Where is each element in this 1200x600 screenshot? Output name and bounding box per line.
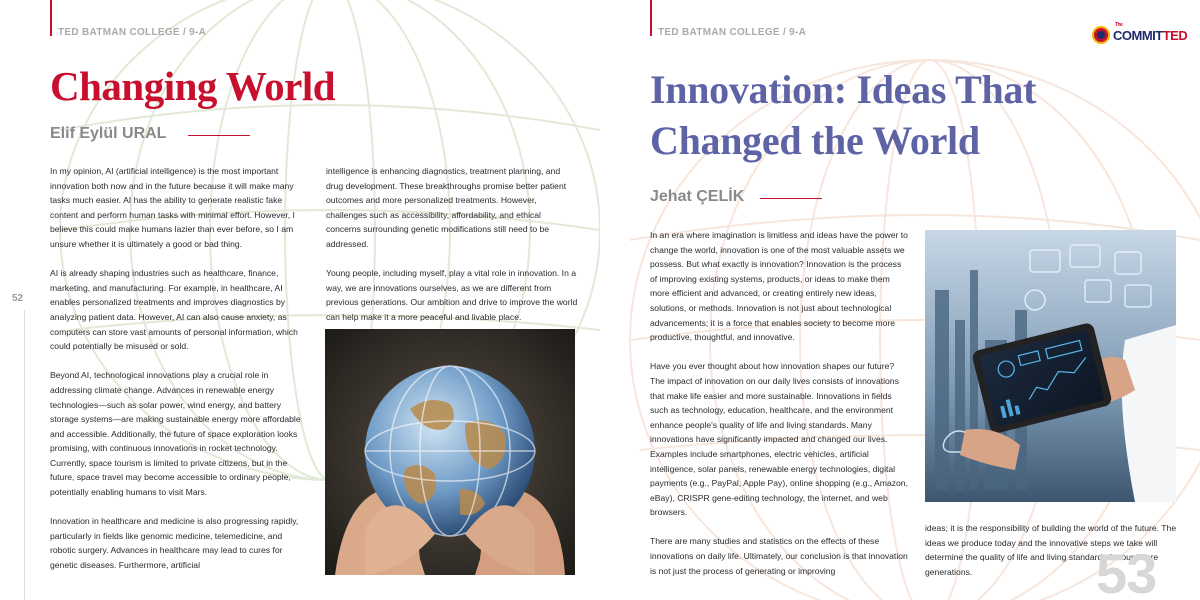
logo-small-text: The (1115, 21, 1123, 28)
committed-logo (1092, 21, 1188, 46)
article-title: Changing World (50, 63, 336, 109)
paragraph: AI is already shaping industries such as healthcare, finance, marketing, and manufacturing. For example, in healthcare, AI enables personalized treatments and improves diagnostics by analyzing patient data. However, AI can also cause anxiety, as computers can store vast amounts of personal information, which could potentially be misused or sold. (50, 268, 298, 352)
article-column-1 (650, 228, 908, 593)
logo-emblem-icon (1092, 26, 1110, 44)
header-accent-line (50, 0, 52, 36)
paragraph: Young people, including myself, play a vital role in innovation. In a way, we are innovations ourselves, as we are different from previous generations. Our ambition and drive to improve the world can help make it a more peaceful and livable place. (326, 268, 578, 322)
author-rule (188, 135, 250, 136)
header-school-label: TED BATMAN COLLEGE / 9-A (58, 27, 207, 38)
page-number: 53 (1096, 542, 1157, 600)
page-number-rule (24, 310, 25, 600)
paragraph: Beyond AI, technological innovations play a crucial role in addressing climate change. Advances in renewable energy technologies—such as solar power, wind energy, and battery storage systems—are making sustainable energy more affordable and accessible. Additionally, the future of space exploration looks promising, with continuous innovations in rocket technology. Currently, space tourism is limited to private citizens, but in the future, space travel may become accessible to ordinary people, potentially enabling humans to visit Mars. (50, 370, 301, 498)
paragraph: There are many studies and statistics on the effects of these innovations on daily life. Ultimately, our conclusion is that innovation is not just the process of generating or improving (650, 536, 908, 576)
paragraph: intelligence is enhancing diagnostics, treatment planning, and drug development. These breakthroughs promise better patient outcomes and more personalized treatments. However, challenges such as accessibility, affordability, and ethical concerns surrounding genetic modifications still need to be addressed. (326, 166, 567, 249)
article-column-2 (326, 164, 578, 339)
paragraph: ideas; it is the responsibility of building the world of the future. The ideas we produce today and the innovative steps we take will determine the quality of life and living standards for our future generations. (925, 523, 1177, 577)
header-accent-line (650, 0, 652, 36)
article-column-1 (50, 164, 308, 587)
paragraph: Have you ever thought about how innovation shapes our future? The impact of innovation on our daily lives consists of innovations that make life easier and more sustainable. Innovations in fields such as technology, education, healthcare, and the environment enhance people's quality of life and living standards. Many innovations have significantly impacted and changed our lives. Examples include smartphones, electric vehicles, artificial intelligence, solar panels, renewable energy technologies, digital payments (e.g., PayPal, Apple Pay), online shopping (e.g., Amazon, eBay), CRISPR gene-editing technology, the internet, and web browsers. (650, 361, 908, 518)
right-page (600, 0, 1200, 600)
article-title: Innovation: Ideas That Changed the World (650, 67, 1037, 163)
header-school-label: TED BATMAN COLLEGE / 9-A (658, 27, 807, 38)
paragraph: In an era where imagination is limitless and ideas have the power to change the world, innovation is one of the most valuable assets we possess. But what exactly is innovation? Innovation is the process of improving existing systems, products, or ideas to make them more efficient and advanced, or creating entirely new ideas, solutions, or methods. Innovation is not just about technological advancements; it is a force that enables society to become more productive, thoughtful, and innovative. (650, 230, 908, 343)
logo-wordmark (1113, 21, 1188, 43)
paragraph: Innovation in healthcare and medicine is also progressing rapidly, particularly in fields like genomic medicine, telemedicine, and robotic surgery. Advances in healthcare may lead to cures for genetic diseases. Furthermore, artificial (50, 516, 299, 571)
globe-in-hands-photo (325, 329, 575, 575)
tablet-technology-photo (925, 230, 1176, 502)
author-name: Elif Eylül URAL (50, 125, 167, 142)
page-number: 52 (12, 293, 24, 304)
paragraph: In my opinion, AI (artificial intelligence) is the most important innovation both now and in the future because it will make many tasks much easier. AI has the ability to generate realistic fake content and perform human tasks with minimal effort. However, I believe this could make humans lazier than ever before, so I am unsure whether it is ultimately a good or bad thing. (50, 166, 295, 249)
logo-text-part2: TED (1162, 27, 1188, 43)
logo-text-part1: COMMIT (1113, 27, 1163, 43)
author-name: Jehat ÇELİK (650, 188, 745, 205)
author-rule (760, 198, 822, 199)
